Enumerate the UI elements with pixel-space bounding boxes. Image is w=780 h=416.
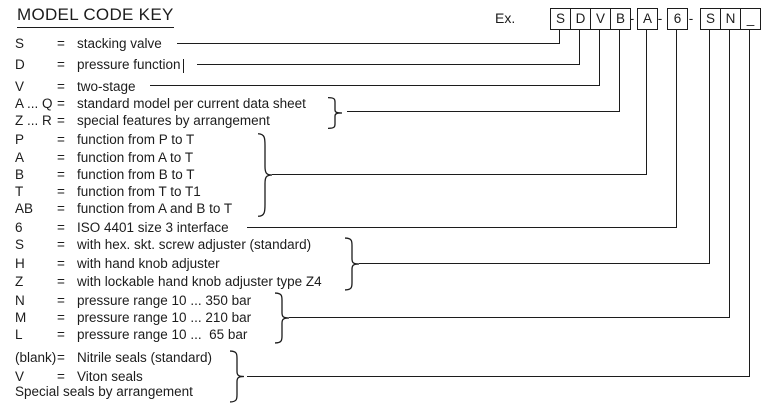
equals-sign: = — [57, 113, 65, 128]
key-code: S — [15, 237, 25, 252]
key-code: L — [15, 327, 23, 342]
group-brace — [343, 237, 359, 291]
equals-sign: = — [57, 201, 65, 216]
code-box: D — [570, 8, 591, 30]
key-description: Nitrile seals (standard) — [77, 350, 213, 365]
key-description: special features by arrangement — [77, 113, 270, 128]
key-description: function from A to T — [77, 150, 194, 165]
key-code: H — [15, 256, 25, 271]
equals-sign: = — [57, 132, 65, 147]
key-description: ISO 4401 size 3 interface — [77, 220, 229, 235]
key-description: pressure function — [77, 57, 181, 72]
key-code: S — [15, 36, 25, 51]
code-separator: - — [657, 11, 663, 26]
group-brace — [273, 292, 289, 344]
code-box: S — [550, 8, 571, 30]
group-brace — [228, 350, 244, 403]
equals-sign: = — [57, 96, 65, 111]
key-description: function from B to T — [77, 167, 195, 182]
equals-sign: = — [57, 310, 65, 325]
key-description: two-stage — [77, 79, 136, 94]
equals-sign: = — [57, 274, 65, 289]
key-code: V — [15, 369, 25, 384]
connector-line — [247, 30, 750, 377]
group-brace — [326, 97, 342, 129]
key-description: Special seals by arrangement — [15, 384, 193, 399]
key-description: standard model per current data sheet — [77, 96, 306, 111]
page-title: MODEL CODE KEY — [17, 5, 174, 28]
key-code: M — [15, 310, 27, 325]
code-box: V — [590, 8, 611, 30]
key-description: pressure range 10 ... 350 bar — [77, 293, 252, 308]
equals-sign: = — [57, 57, 65, 72]
key-description: function from T to T1 — [77, 184, 201, 199]
key-code: A — [15, 150, 25, 165]
key-description: stacking valve — [77, 36, 162, 51]
equals-sign: = — [57, 237, 65, 252]
key-description: with lockable hand knob adjuster type Z4 — [77, 274, 322, 289]
code-box: _ — [740, 8, 761, 30]
equals-sign: = — [57, 36, 65, 51]
key-code: Z — [15, 274, 24, 289]
key-code: P — [15, 132, 25, 147]
key-description: with hand knob adjuster — [77, 256, 220, 271]
code-box: B — [610, 8, 631, 30]
equals-sign: = — [57, 220, 65, 235]
key-code: B — [15, 167, 25, 182]
code-box: A — [637, 8, 658, 30]
key-description: pressure range 10 ... 65 bar — [77, 327, 248, 342]
key-code: N — [15, 293, 25, 308]
equals-sign: = — [57, 79, 65, 94]
equals-sign: = — [57, 184, 65, 199]
key-code: T — [15, 184, 24, 199]
key-description: function from P to T — [77, 132, 195, 147]
code-separator: - — [688, 11, 694, 26]
code-box: 6 — [667, 8, 688, 30]
key-description: Viton seals — [77, 369, 143, 384]
key-code: AB — [15, 201, 34, 216]
key-code: Z ... R — [15, 113, 52, 128]
key-description: with hex. skt. screw adjuster (standard) — [77, 237, 312, 252]
group-brace — [256, 132, 272, 218]
equals-sign: = — [57, 256, 65, 271]
key-code: D — [15, 57, 25, 72]
key-description: function from A and B to T — [77, 201, 233, 216]
key-description: pressure range 10 ... 210 bar — [77, 310, 252, 325]
code-separator: - — [629, 11, 635, 26]
equals-sign: = — [57, 327, 65, 342]
equals-sign: = — [57, 369, 65, 384]
code-box: N — [720, 8, 741, 30]
equals-sign: = — [57, 293, 65, 308]
equals-sign: = — [57, 150, 65, 165]
key-code: A ... Q — [15, 96, 53, 111]
key-code: 6 — [15, 220, 23, 235]
code-box: S — [700, 8, 721, 30]
equals-sign: = — [57, 350, 65, 365]
key-code: V — [15, 79, 25, 94]
equals-sign: = — [57, 167, 65, 182]
key-code: (blank) — [15, 350, 57, 365]
example-label: Ex. — [495, 10, 516, 26]
